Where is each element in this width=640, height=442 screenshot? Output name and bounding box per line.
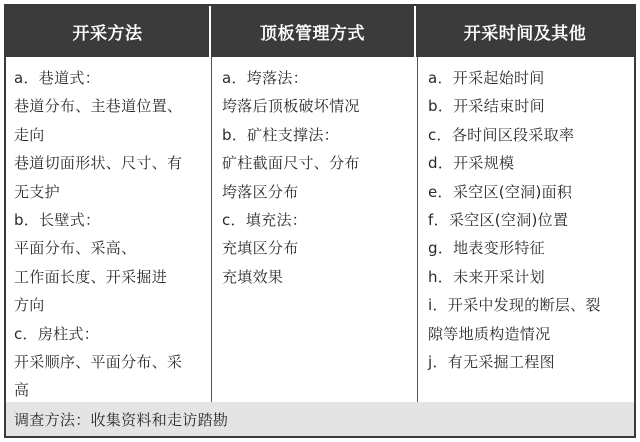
table-body-row <box>6 57 634 403</box>
cell-line: a．垮落法： <box>222 69 308 87</box>
cell-line: 充填效果 <box>222 267 284 286</box>
cell-line: e．采空区(空洞)面积 <box>428 182 573 201</box>
cell-line: 无支护 <box>14 182 60 201</box>
survey-method-footer <box>6 402 634 436</box>
cell-line: c．填充法： <box>222 211 308 230</box>
roof-management-cell <box>212 57 418 402</box>
cell-line: f．采空区(空洞)位置 <box>428 211 569 230</box>
cell-line: c．房柱式： <box>14 324 100 343</box>
cell-line: 矿柱截面尺寸、分布 <box>222 154 360 173</box>
cell-line: g．地表变形特征 <box>428 239 545 258</box>
mining-method-cell <box>6 57 212 402</box>
cell-line: 巷道切面形状、尺寸、有 <box>14 154 183 173</box>
header-mining-method: 开采方法 <box>6 6 211 57</box>
cell-line: a．开采起始时间 <box>428 69 545 87</box>
cell-line: 隙等地质构造情况 <box>428 324 551 343</box>
header-mining-time-other: 开采时间及其他 <box>463 24 587 44</box>
cell-line: c．各时间区段采取率 <box>428 125 575 144</box>
cell-line: 工作面长度、开采掘进 <box>14 267 168 286</box>
table-header-row <box>6 6 634 57</box>
cell-line: j．有无采掘工程图 <box>428 353 555 372</box>
cell-line: 垮落后顶板破坏情况 <box>222 97 360 116</box>
cell-line: h．未来开采计划 <box>428 267 545 286</box>
cell-line: a．巷道式： <box>14 69 100 87</box>
survey-method-text: 调查方法：收集资料和走访踏勘 <box>14 410 229 429</box>
cell-line: 方向 <box>14 296 45 315</box>
cell-line: b．矿柱支撑法： <box>222 125 339 144</box>
header-roof-management: 顶板管理方式 <box>211 6 416 57</box>
cell-line: 巷道分布、主巷道位置、 <box>14 97 183 116</box>
cell-line: b．长壁式： <box>14 211 101 230</box>
mining-time-other-cell <box>418 57 634 402</box>
cell-line: 走向 <box>14 125 45 144</box>
survey-table <box>4 4 636 438</box>
cell-line: 高 <box>14 381 30 400</box>
cell-line: 平面分布、采高、 <box>14 239 137 258</box>
cell-line: b．开采结束时间 <box>428 97 545 116</box>
cell-line: 充填区分布 <box>222 239 299 258</box>
cell-line: 垮落区分布 <box>222 182 299 201</box>
cell-line: d．开采规模 <box>428 154 515 173</box>
cell-line: i．开采中发现的断层、裂 <box>428 296 601 315</box>
cell-line: 开采顺序、平面分布、采 <box>14 353 183 372</box>
